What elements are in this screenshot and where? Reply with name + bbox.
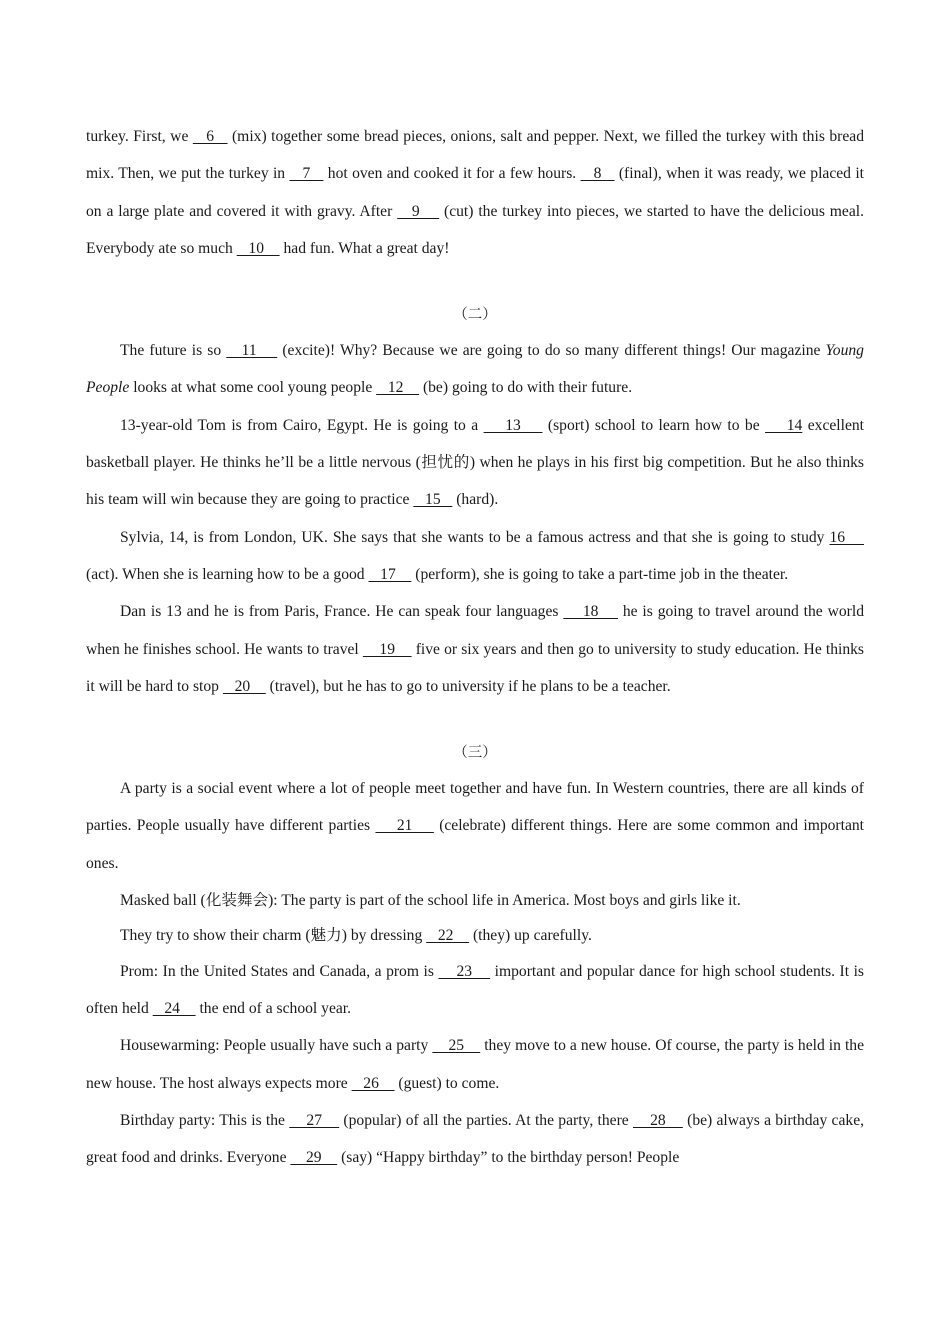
text: Sylvia, 14, is from London, UK. She says that she wants to be a famous actress and that she is going to study (120, 528, 830, 546)
blank-9: 9 (397, 202, 440, 220)
spacer (86, 267, 864, 298)
magazine-title: Young People (86, 342, 864, 397)
text: (sport) school to learn how to be (542, 416, 766, 434)
text: (be) always a birthday cake, great food and drinks. Everyone (86, 1111, 865, 1167)
blank-14: 14 (765, 416, 803, 434)
paragraph-future (86, 332, 864, 407)
text: (guest) to come. (394, 1074, 500, 1092)
text: (perform), she is going to take a part-time job in the theater. (411, 565, 789, 583)
blank-26: 26 (351, 1074, 395, 1092)
text: (celebrate) different things. Here are some common and important ones. (86, 817, 865, 872)
blank-19: 19 (362, 640, 412, 658)
text: important and popular dance for high school students. It is often held (86, 962, 864, 1017)
text: (cut) the turkey into pieces, we started to have the delicious meal. Everybody ate so much (86, 202, 864, 257)
text: he is going to travel around the world when he finishes school. He wants to travel (86, 603, 864, 658)
paragraph-charm (86, 917, 864, 954)
blank-23: 23 (438, 962, 491, 980)
blank-13: 13 (483, 416, 543, 434)
text: Housewarming: People usually have such a party (120, 1037, 433, 1055)
paragraph-prom (86, 953, 864, 1028)
text: looks at what some cool young people (129, 379, 377, 397)
text: (hard). (452, 491, 499, 509)
blank-16: 16 (829, 528, 865, 546)
blank-6: 6 (192, 128, 228, 145)
blank-18: 18 (563, 603, 618, 621)
text: hot oven and cooked it for a few hours. (323, 165, 581, 183)
paragraph-dan (86, 593, 864, 705)
paragraph-masked-ball (86, 882, 864, 919)
blank-20: 20 (222, 677, 266, 695)
text: (say) “Happy birthday” to the birthday person! People (337, 1149, 680, 1167)
blank-21: 21 (375, 817, 434, 835)
text: Prom: In the United States and Canada, a prom is (120, 962, 439, 980)
paragraph-housewarming (86, 1027, 864, 1102)
blank-28: 28 (632, 1111, 683, 1129)
blank-12: 12 (376, 379, 420, 397)
blank-24: 24 (152, 999, 196, 1017)
blank-25: 25 (432, 1037, 481, 1055)
text: (popular) of all the parties. At the party, there (339, 1111, 633, 1129)
text: excellent basketball player. He thinks he’ll be a little nervous (担忧的) when he plays in his first big competition. But he also thinks his team will win because they are going to practice (86, 416, 864, 509)
text: Dan is 13 and he is from Paris, France. He can speak four languages (120, 603, 564, 621)
text: had fun. What a great day! (279, 239, 450, 257)
section-title-3: （三） (453, 745, 497, 762)
text: (they) up carefully. (469, 927, 592, 945)
text: A party is a social event where a lot of people meet together and have fun. In Western countries, there are all kinds of parties. People usually have different parties (86, 780, 864, 835)
text: 13-year-old Tom is from Cairo, Egypt. He is going to a (120, 416, 484, 434)
blank-10: 10 (236, 239, 280, 257)
text: (travel), but he has to go to university if he plans to be a teacher. (265, 677, 671, 695)
blank-15: 15 (413, 491, 453, 509)
section-title-2: （二） (453, 307, 497, 324)
text: They try to show their charm (魅力) by dressing (120, 927, 427, 945)
blank-11: 11 (226, 342, 278, 360)
paragraph-sylvia (86, 519, 864, 594)
blank-22: 22 (426, 927, 470, 945)
text: five or six years and then go to university to study education. He thinks it will be hard to stop (86, 640, 865, 695)
blank-27: 27 (289, 1111, 340, 1129)
blank-29: 29 (290, 1149, 338, 1167)
text: (be) going to do with their future. (419, 379, 633, 397)
text: turkey. First, we (86, 128, 193, 145)
document-content (86, 118, 864, 1176)
blank-8: 8 (580, 165, 615, 183)
text: The future is so (120, 342, 227, 360)
text: the end of a school year. (195, 999, 352, 1017)
text: (excite)! Why? Because we are going to do so many different things! Our magazine (277, 342, 826, 360)
paragraph-tom (86, 407, 864, 519)
text: Birthday party: This is the (120, 1111, 290, 1129)
paragraph-turkey (86, 118, 864, 267)
spacer (86, 705, 864, 736)
text: Masked ball (化装舞会): The party is part of the school life in America. Most boys and girls like it. (120, 892, 741, 910)
paragraph-party-intro (86, 770, 864, 882)
text: (final), when it was ready, we placed it on a large plate and covered it with gravy. After (86, 165, 864, 220)
blank-17: 17 (368, 565, 412, 583)
paragraph-birthday (86, 1102, 864, 1177)
text: (act). When she is learning how to be a good (86, 565, 369, 583)
text: (mix) together some bread pieces, onions, salt and pepper. Next, we filled the turkey with this bread mix. Then, we put the turkey in (86, 128, 864, 183)
blank-7: 7 (289, 165, 324, 183)
text: they move to a new house. Of course, the party is held in the new house. The host always expects more (86, 1037, 864, 1092)
